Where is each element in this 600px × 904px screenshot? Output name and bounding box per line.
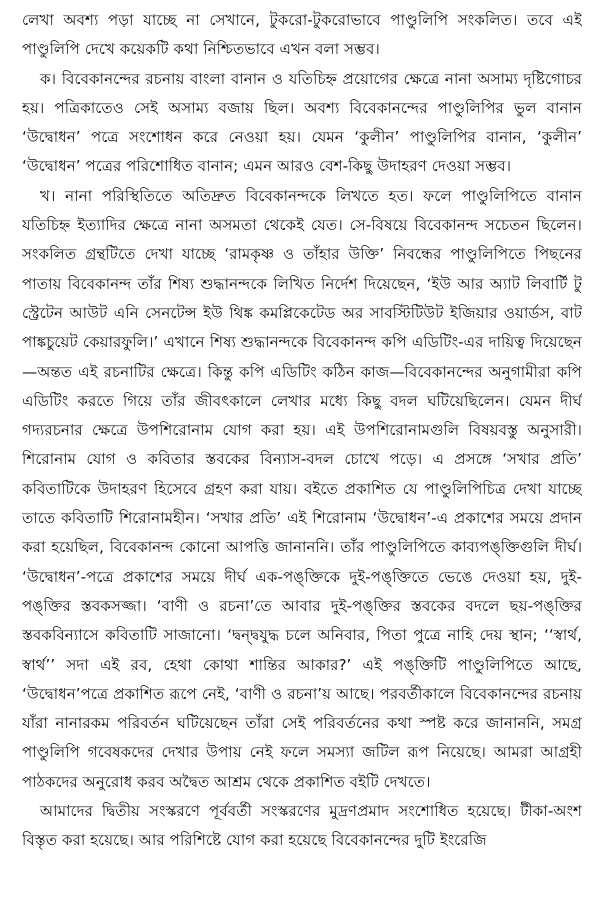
paragraph-continuation: লেখা অবশ্য পড়া যাচ্ছে না সেখানে, টুকরো-টুকরোভাবে পাণ্ডুলিপি সংকলিত। তবে এই পাণ্ডুলিপি দেখে কয়েকটি কথা নিশ্চিতভাবে এখন বলা সম্ভব। <box>22 11 582 59</box>
paragraph-ka: ক। বিবেকানন্দের রচনায় বাংলা বানান ও যতিচিহ্ন প্রয়োগের ক্ষেত্রে নানা অসাম্য দৃষ্টিগোচর হয়। পত্রিকাতেও সেই অসাম্য বজায় ছিল। অবশ্য বিবেকানন্দের পাণ্ডুলিপির ভুল বানান ‘উদ্বোধন’ পত্রে সংশোধন করে নেওয়া হয়। যেমন ‘কুলীন’ পাণ্ডুলিপির বানান, ‘কুলীন’ ‘উদ্বোধন’ পত্রের পরিশোধিত বানান; এমন আরও বেশ-কিছু উদাহরণ দেওয়া সম্ভব। <box>22 69 582 176</box>
paragraph-kha: খ। নানা পরিস্থিতিতে অতিদ্রুত বিবেকানন্দকে লিখতে হত। ফলে পাণ্ডুলিপিতে বানান যতিচিহ্ন ইত্যাদির ক্ষেত্রে নানা অসমতা থেকেই যেত। সে-বিষয়ে বিবেকানন্দ সচেতন ছিলেন। সংকলিত গ্রন্থটিতে দেখা যাচ্ছে ‘রামকৃষ্ণ ও তাঁহার উক্তি’ নিবন্ধের পাণ্ডুলিপিতে পিছনের পাতায় বিবেকানন্দ তাঁর শিষ্য শুদ্ধানন্দকে লিখিত নির্দেশ দিয়েছেন, ‘ইউ আর অ্যাট লিবার্টি টু স্ট্রেটেন আউট এনি সেনটেন্স ইউ থিঙ্ক কমপ্লিকেটেড অর সাবস্টিটিউট ইজিয়ার ওয়ার্ডস, বাট পাঙ্কচুয়েট কেয়ারফুলি।’ এখানে শিষ্য শুদ্ধানন্দকে বিবেকানন্দ কপি এডিটিং-এর দায়িত্ব দিয়েছেন—অন্তত এই রচনাটির ক্ষেত্রে। কিন্তু কপি এডিটিং কঠিন কাজ—বিবেকানন্দের অনুগামীরা কপি এডিটিং করতে গিয়ে তাঁর জীবৎকালে লেখার মধ্যে কিছু বদল ঘটিয়েছিলেন। যেমন দীর্ঘ গদ্যরচনার ক্ষেত্রে উপশিরোনাম যোগ করা হয়। এই উপশিরোনামগুলি বিষয়বস্তু অনুসারী। শিরোনাম যোগ ও কবিতার স্তবকের বিন্যাস-বদল চোখে পড়ে। এ প্রসঙ্গে ‘সখার প্রতি’ কবিতাটিকে উদাহরণ হিসেবে গ্রহণ করা যায়। বইতে প্রকাশিত যে পাণ্ডুলিপিচিত্র দেখা যাচ্ছে তাতে কবিতাটি শিরোনামহীন। ‘সখার প্রতি’ এই শিরোনাম ‘উদ্বোধন’-এ প্রকাশের সময়ে প্রদান করা হয়েছিল, বিবেকানন্দ কোনো আপত্তি জানাননি। তাঁর পাণ্ডুলিপিতে কাব্যপঙ্‌ক্তিগুলি দীর্ঘ। ‘উদ্বোধন’-পত্রে প্রকাশের সময়ে দীর্ঘ এক-পঙ্‌ক্তিকে দুই-পঙ্‌ক্তিতে ভেঙে দেওয়া হয়, দুই-পঙ্‌ক্তির স্তবকসজ্জা। ‘বাণী ও রচনা’তে আবার দুই-পঙ্‌ক্তির স্তবকের বদলে ছয়-পঙ্‌ক্তির স্তবকবিন্যাসে কবিতাটি সাজানো। ‘দ্বন্দ্বযুদ্ধ চলে অনিবার, পিতা পুত্রে নাহি দেয় স্থান; ‘‘স্বার্থ, স্বার্থ’’ সদা এই রব, হেথা কোথা শান্তির আকার?’ এই পঙ্‌ক্তিটি পাণ্ডুলিপিতে আছে, ‘উদ্বোধন’পত্রে প্রকাশিত রূপে নেই, ‘বাণী ও রচনা’য় আছে। পরবর্তীকালে বিবেকানন্দের রচনায় যাঁরা নানারকম পরিবর্তন ঘটিয়েছেন তাঁরা সেই পরিবর্তনের কথা স্পষ্ট করে জানাননি, সমগ্র পাণ্ডুলিপি গবেষকদের দেখার উপায় নেই ফলে সমস্যা জটিল রূপ নিয়েছে। আমরা আগ্রহী পাঠকদের অনুরোধ করব অদ্বৈত আশ্রম থেকে প্রকাশিত বইটি দেখতে। <box>22 186 582 791</box>
paragraph-second-edition: আমাদের দ্বিতীয় সংস্করণে পূর্ববর্তী সংস্করণের মুদ্রণপ্রমাদ সংশোধিত হয়েছে। টীকা-অংশ বিস্তৃত করা হয়েছে। আর পরিশিষ্টে যোগ করা হয়েছে বিবেকানন্দের দুটি ইংরেজি <box>22 802 582 850</box>
document-page <box>22 6 582 898</box>
